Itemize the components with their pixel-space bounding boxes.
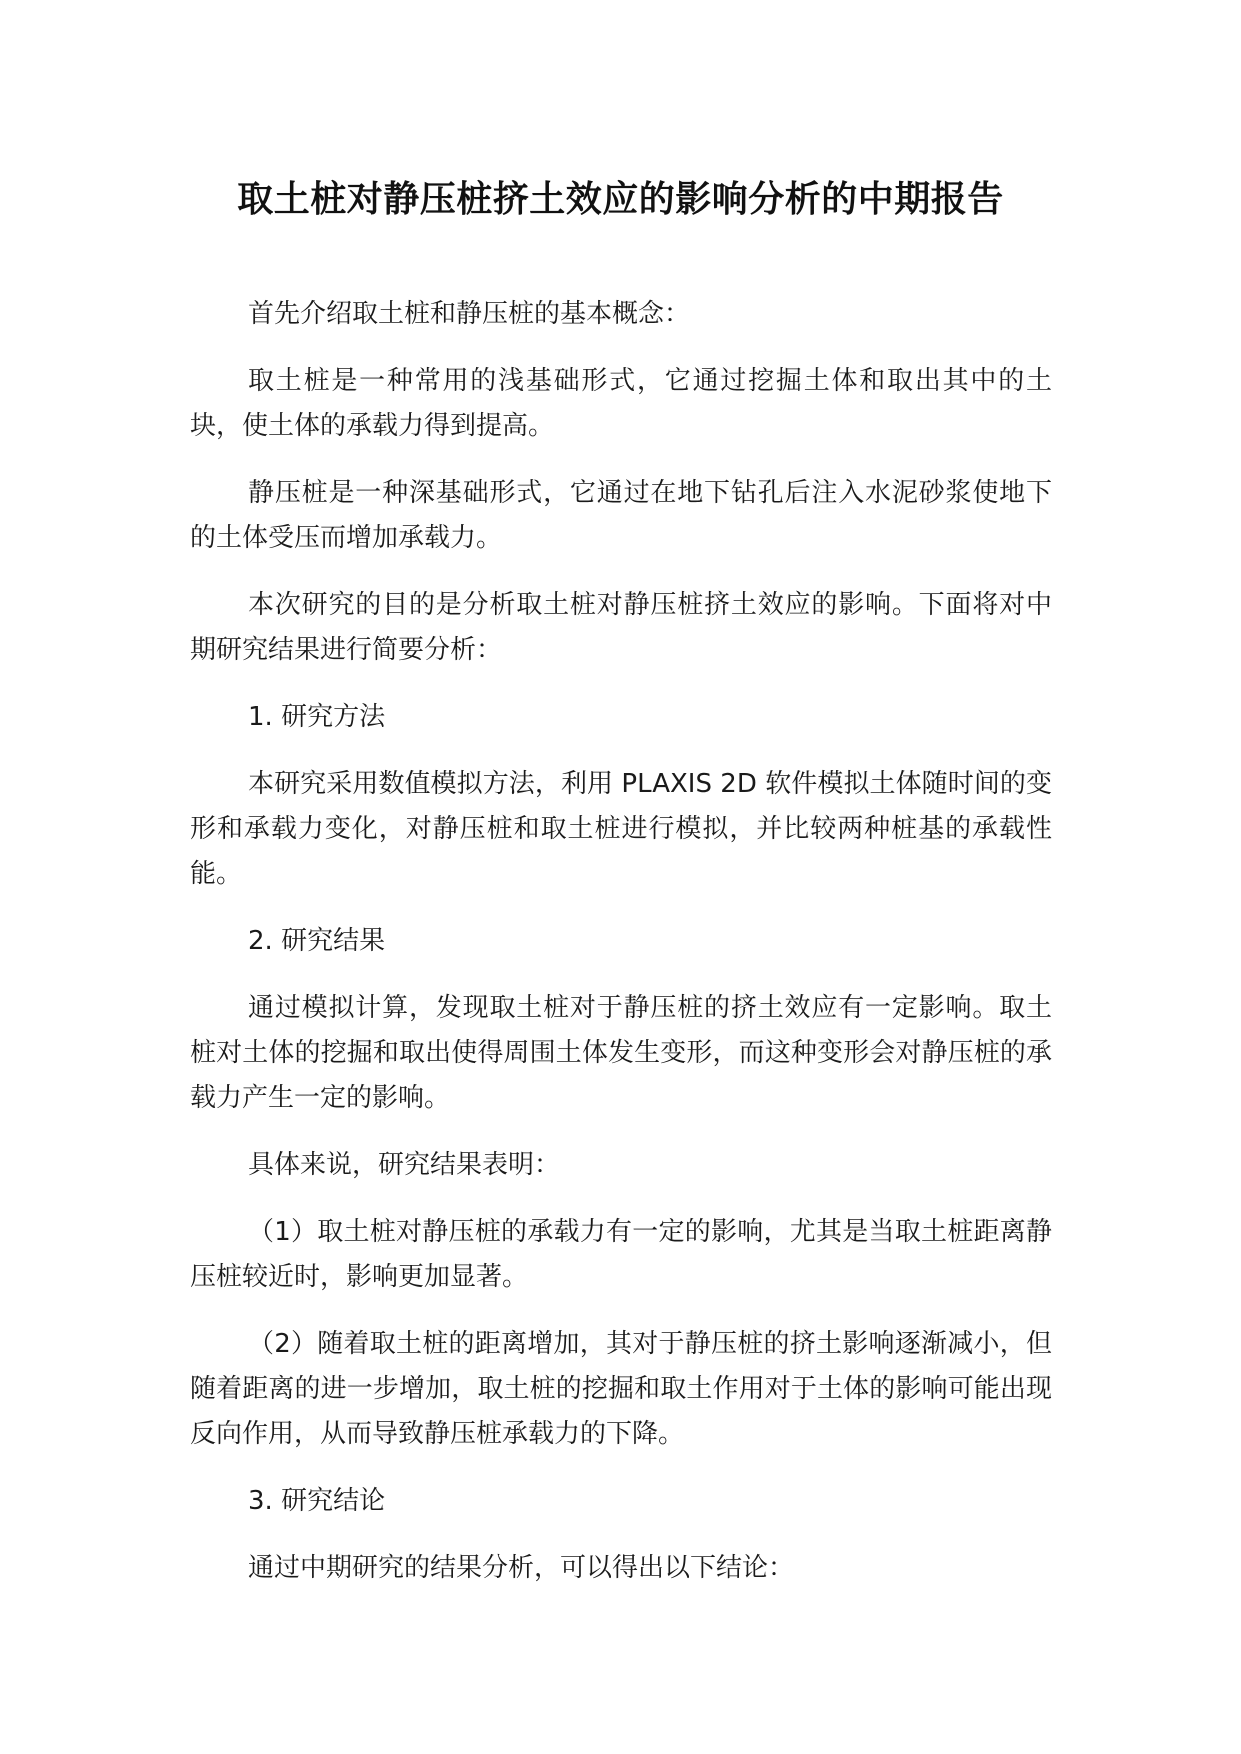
paragraph-intro: 首先介绍取土桩和静压桩的基本概念： bbox=[248, 299, 691, 329]
paragraph-soil-pile-definition: 取土桩是一种常用的浅基础形式，它通过挖掘土体和取出其中的土块，使土体的承载力得到提高。 bbox=[190, 366, 1052, 441]
paragraph-conclusion-intro: 通过中期研究的结果分析，可以得出以下结论： bbox=[248, 1553, 795, 1583]
section-heading-method: 1. 研究方法 bbox=[248, 702, 386, 732]
paragraph-static-pile-definition: 静压桩是一种深基础形式，它通过在地下钻孔后注入水泥砂浆使地下的土体受压而增加承载力。 bbox=[190, 478, 1052, 553]
paragraph-results: 通过模拟计算，发现取土桩对于静压桩的挤土效应有一定影响。取土桩对土体的挖掘和取出使得周围土体发生变形，而这种变形会对静压桩的承载力产生一定的影响。 bbox=[190, 993, 1052, 1113]
paragraph-method: 本研究采用数值模拟方法，利用 PLAXIS 2D 软件模拟土体随时间的变形和承载力变化，对静压桩和取土桩进行模拟，并比较两种桩基的承载性能。 bbox=[190, 769, 1052, 889]
document-title: 取土桩对静压桩挤土效应的影响分析的中期报告 bbox=[237, 179, 1004, 220]
paragraph-result-item-2: （2）随着取土桩的距离增加，其对于静压桩的挤土影响逐渐减小，但随着距离的进一步增加，取土桩的挖掘和取土作用对于土体的影响可能出现反向作用，从而导致静压桩承载力的下降。 bbox=[190, 1329, 1052, 1449]
paragraph-result-item-1: （1）取土桩对静压桩的承载力有一定的影响，尤其是当取土桩距离静压桩较近时，影响更加显著。 bbox=[190, 1217, 1052, 1292]
document-body bbox=[190, 292, 1052, 1613]
section-heading-conclusion: 3. 研究结论 bbox=[248, 1486, 386, 1516]
section-heading-results: 2. 研究结果 bbox=[248, 926, 386, 956]
paragraph-research-purpose: 本次研究的目的是分析取土桩对静压桩挤土效应的影响。下面将对中期研究结果进行简要分析： bbox=[190, 590, 1052, 665]
paragraph-results-detail-intro: 具体来说，研究结果表明： bbox=[248, 1150, 561, 1180]
